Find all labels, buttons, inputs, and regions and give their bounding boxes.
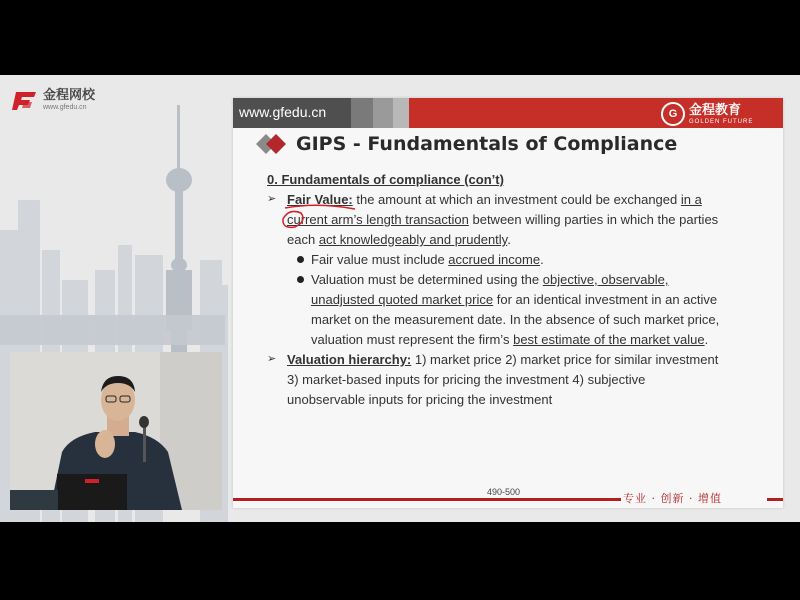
letterbox-top: [0, 0, 800, 75]
fair-value-label: Fair Value:: [287, 192, 353, 207]
sub-bullet-2-text-2: for an identical investment in an active: [496, 292, 718, 307]
header-url: www.gfedu.cn: [239, 104, 327, 120]
golden-future-seal-icon: G: [661, 102, 685, 126]
fair-value-end-3: .: [507, 232, 511, 247]
sub-bullet-1-end: .: [540, 252, 544, 267]
diamond-bullet-icon: [255, 133, 287, 155]
sub-bullet-2-text-4: valuation must represent the firm’s: [311, 332, 510, 347]
valuation-hierarchy-text-1: 1) market price 2) market price for similar investment: [414, 352, 719, 367]
fair-value-text-1: the amount at which an investment could be exchanged: [356, 192, 678, 207]
sub-bullet-2-end-4: .: [704, 332, 709, 347]
page-range: 490-500: [487, 487, 521, 497]
sub-bullet-2-line-2: [311, 290, 717, 310]
dot-bullet-icon: [297, 276, 304, 283]
sub-bullet-2-line-4: [311, 330, 708, 350]
valuation-hierarchy-line-2: 3) market-based inputs for pricing the investment 4) subjective: [287, 372, 646, 387]
sub-bullet-2-underline-2: unadjusted quoted market price: [311, 292, 494, 307]
site-logo[interactable]: [12, 89, 95, 112]
footer-rule-end: [767, 498, 783, 501]
valuation-hierarchy-line-1: [287, 350, 718, 370]
section-heading: 0. Fundamentals of compliance (con’t): [267, 172, 504, 187]
presenter-video: [10, 352, 222, 510]
brand-name-en: GOLDEN FUTURE: [689, 118, 754, 125]
arrow-bullet-icon: ➢: [267, 353, 277, 365]
sub-bullet-1-text: Fair value must include: [311, 252, 445, 267]
fair-value-underline-2: current arm’s length transaction: [287, 212, 469, 227]
fair-value-underline-1: in a: [680, 192, 702, 207]
brand-name-cn: 金程教育: [689, 102, 742, 118]
sub-bullet-2-underline-1: objective, observable,: [542, 272, 669, 287]
slide-header: [233, 98, 783, 128]
fair-value-line-2: [287, 210, 718, 230]
sub-bullet-2-line-3: market on the measurement date. In the absence of such market price,: [311, 312, 720, 327]
footer-rule: [233, 498, 621, 501]
fair-value-text-3: each: [287, 232, 316, 247]
presenter-figure: [10, 352, 222, 510]
golden-future-logo: [661, 99, 783, 129]
fair-value-line-3: [287, 230, 511, 250]
dot-bullet-icon: [297, 256, 304, 263]
arrow-bullet-icon: ➢: [267, 193, 277, 205]
sub-bullet-2-line-1: [311, 270, 669, 290]
sub-bullet-2-underline-4: best estimate of the market value: [513, 332, 705, 347]
lecture-slide: [233, 98, 783, 508]
slide-title-row: [255, 133, 677, 155]
gfedu-logo-icon: [12, 90, 38, 112]
fair-value-text-2: between willing parties in which the parties: [472, 212, 719, 227]
fair-value-underline-3: act knowledgeably and prudently: [318, 232, 508, 247]
sub-bullet-2-text-1: Valuation must be determined using the: [311, 272, 540, 287]
sub-bullet-1: [311, 250, 544, 270]
sub-bullet-1-underline: accrued income: [448, 252, 541, 267]
valuation-hierarchy-label: Valuation hierarchy:: [287, 352, 412, 367]
site-logo-url: www.gfedu.cn: [43, 104, 87, 111]
video-frame: [0, 75, 800, 522]
slide-title: GIPS - Fundamentals of Compliance: [296, 133, 678, 155]
footer-slogan: 专业 · 创新 · 增值: [623, 492, 722, 505]
site-logo-name: 金程网校: [43, 88, 96, 103]
valuation-hierarchy-line-3: unobservable inputs for pricing the investment: [287, 392, 553, 407]
letterbox-bottom: [0, 522, 800, 600]
fair-value-line-1: [287, 190, 702, 210]
